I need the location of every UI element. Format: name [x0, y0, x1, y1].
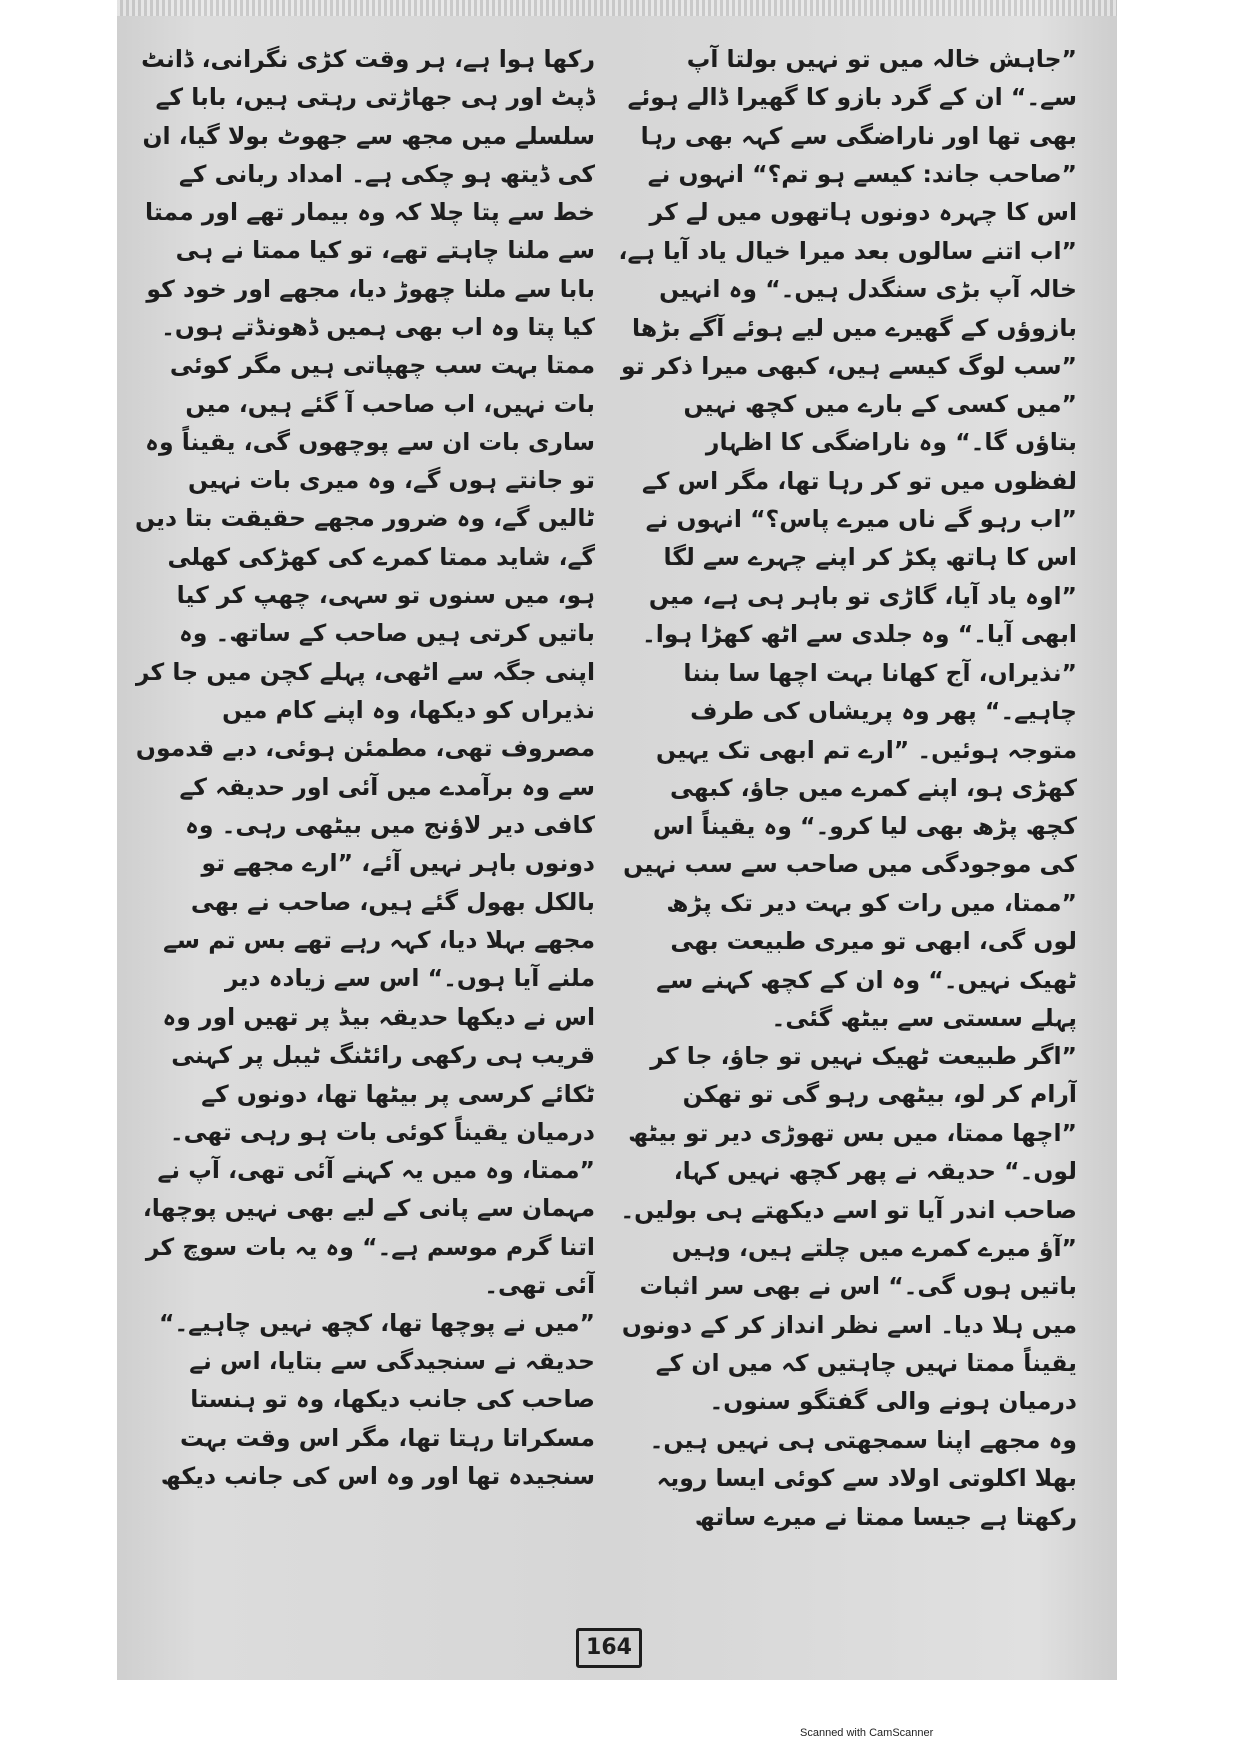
page-number: 164	[576, 1628, 642, 1668]
scanner-watermark: Scanned with CamScanner	[800, 1727, 934, 1739]
paragraph: رکھا ہوا ہے، ہر وقت کڑی نگرانی، ڈانٹ ڈپٹ اور ہی جھاڑتی رہتی ہیں، بابا کے سلسلے میں مجھ سے جھوٹ بولا گیا، ان کی ڈیتھ ہو چکی ہے۔ امداد ربانی کے خط سے پتا چلا کہ وہ بیمار تھے اور ممتا سے ملنا چاہتے تھے، تو کیا ممتا نے ہی بابا سے ملنا چھوڑ دیا، مجھے اور خود کو	[141, 45, 595, 303]
paragraph: ”صاحب جاند: کیسے ہو تم؟“ انہوں نے اس کا چہرہ دونوں ہاتھوں میں لے کر	[647, 160, 1077, 227]
paragraph: ”اوہ یاد آیا، گاڑی تو باہر ہی ہے، میں ابھی آیا۔“ وہ جلدی سے اٹھ کھڑا ہوا۔	[642, 582, 1077, 649]
paragraph: ”اب رہو گے ناں میرے پاس؟“ انہوں نے اس کا ہاتھ پکڑ کر اپنے چہرے سے لگا	[645, 505, 1077, 572]
paragraph: ”میں نے پوچھا تھا، کچھ نہیں چاہیے۔“	[158, 1309, 595, 1337]
paragraph: یقیناً ممتا نہیں چاہتیں کہ میں ان کے درمیان ہونے والی گفتگو سنوں۔	[655, 1349, 1077, 1416]
paragraph: وہ مجھے اپنا سمجھتی ہی نہیں ہیں۔ بھلا اکلوتی اولاد سے کوئی ایسا رویہ رکھتا ہے جیسا ممتا نے میرے ساتھ	[649, 1426, 1077, 1531]
paragraph: ”آؤ میرے کمرے میں چلتے ہیں، وہیں باتیں ہوں گی۔“ اس نے بھی سر اثبات میں ہلا دیا۔ اسے نظر انداز کر کے دونوں	[621, 1234, 1077, 1339]
paragraph: ”سب لوگ کیسے ہیں، کبھی میرا ذکر تو	[621, 352, 1077, 380]
paragraph: ”اب اتنے سالوں بعد میرا خیال یاد آیا ہے، خالہ آپ بڑی سنگدل ہیں۔“ وہ انہیں بازوؤں کے گھیرے میں لیے ہوئے آگے بڑھا	[618, 237, 1077, 342]
paragraph: ”ممتا، میں رات کو بہت دیر تک پڑھ لوں گی، ابھی تو میری طبیعت بھی ٹھیک نہیں۔“ وہ ان کے کچھ کہنے سے پہلے سستی سے بیٹھ گئی۔	[656, 889, 1077, 1032]
paragraph: ”نذیراں، آج کھانا بہت اچھا سا بننا چاہیے۔“ پھر وہ پریشاں کی طرف متوجہ ہوئیں۔ ”ارے تم ابھی تک یہیں کھڑی ہو، اپنے کمرے میں جاؤ، کبھی کچھ پڑھ بھی لیا کرو۔“ وہ یقیناً اس کی موجودگی میں صاحب سے سب نہیں	[623, 659, 1077, 879]
scanned-page	[117, 0, 1117, 1680]
paragraph: ”اچھا ممتا، میں بس تھوڑی دیر تو بیٹھ لوں۔“ حدیقہ نے پھر کچھ نہیں کہا، صاحب اندر آیا تو اسے دیکھتے ہی بولیں۔	[620, 1119, 1077, 1224]
left-text-column	[135, 40, 595, 1495]
paragraph: کیا پتا وہ اب بھی ہمیں ڈھونڈتے ہوں۔ ممتا بہت سب چھپاتی ہیں مگر کوئی بات نہیں، اب صاحب آ گئے ہیں، میں ساری بات ان سے پوچھوں گی، یقیناً وہ تو جانتے ہوں گے، وہ میری بات نہیں ٹالیں گے، وہ ضرور مجھے حقیقت بتا دیں گے، شاید ممتا کمرے کی کھڑکی کھلی ہو، میں سنوں تو سہی، چھپ کر کیا باتیں کرتی ہیں صاحب کے ساتھ۔ وہ اپنی جگہ سے اٹھی، پہلے کچن میں جا کر نذیراں کو دیکھا، وہ اپنے کام میں مصروف تھی، مطمئن ہوئی، دبے قدموں سے وہ برآمدے میں آئی اور حدیقہ کے	[135, 313, 595, 801]
paragraph: کافی دیر لاؤنج میں بیٹھی رہی۔ وہ دونوں باہر نہیں آئے، ”ارے مجھے تو بالکل بھول گئے ہیں، صاحب نے بھی مجھے بہلا دیا، کہہ رہے تھے بس تم سے ملنے آیا ہوں۔“ اس سے زیادہ دیر	[163, 811, 595, 993]
right-text-column	[617, 40, 1077, 1536]
paragraph: ”میں کسی کے بارے میں کچھ نہیں بتاؤں گا۔“ وہ ناراضگی کا اظہار لفظوں میں تو کر رہا تھا، مگر اس کے	[642, 390, 1077, 495]
paragraph: ”ممتا، وہ میں یہ کہنے آئی تھی، آپ نے مہمان سے پانی کے لیے بھی نہیں پوچھا، اتنا گرم موسم ہے۔“ وہ یہ بات سوچ کر آئی تھی۔	[142, 1156, 595, 1299]
paragraph: ”جاہش خالہ میں تو نہیں بولتا آپ سے۔“ ان کے گرد بازو کا گھیرا ڈالے ہوئے بھی تھا اور ناراضگی سے کہہ بھی رہا	[627, 45, 1077, 150]
paragraph: حدیقہ نے سنجیدگی سے بتایا، اس نے صاحب کی جانب دیکھا، وہ تو ہنستا مسکراتا رہتا تھا، مگر اس وقت بہت سنجیدہ تھا اور وہ اس کی جانب دیکھ	[160, 1347, 595, 1490]
paragraph: اس نے دیکھا حدیقہ بیڈ پر تھیں اور وہ قریب ہی رکھی رائٹنگ ٹیبل پر کہنی ٹکائے کرسی پر بیٹھا تھا، دونوں کے درمیان یقیناً کوئی بات ہو رہی تھی۔	[162, 1003, 595, 1146]
paragraph: ”اگر طبیعت ٹھیک نہیں تو جاؤ، جا کر آرام کر لو، بیٹھی رہو گی تو تھکن	[650, 1042, 1077, 1109]
